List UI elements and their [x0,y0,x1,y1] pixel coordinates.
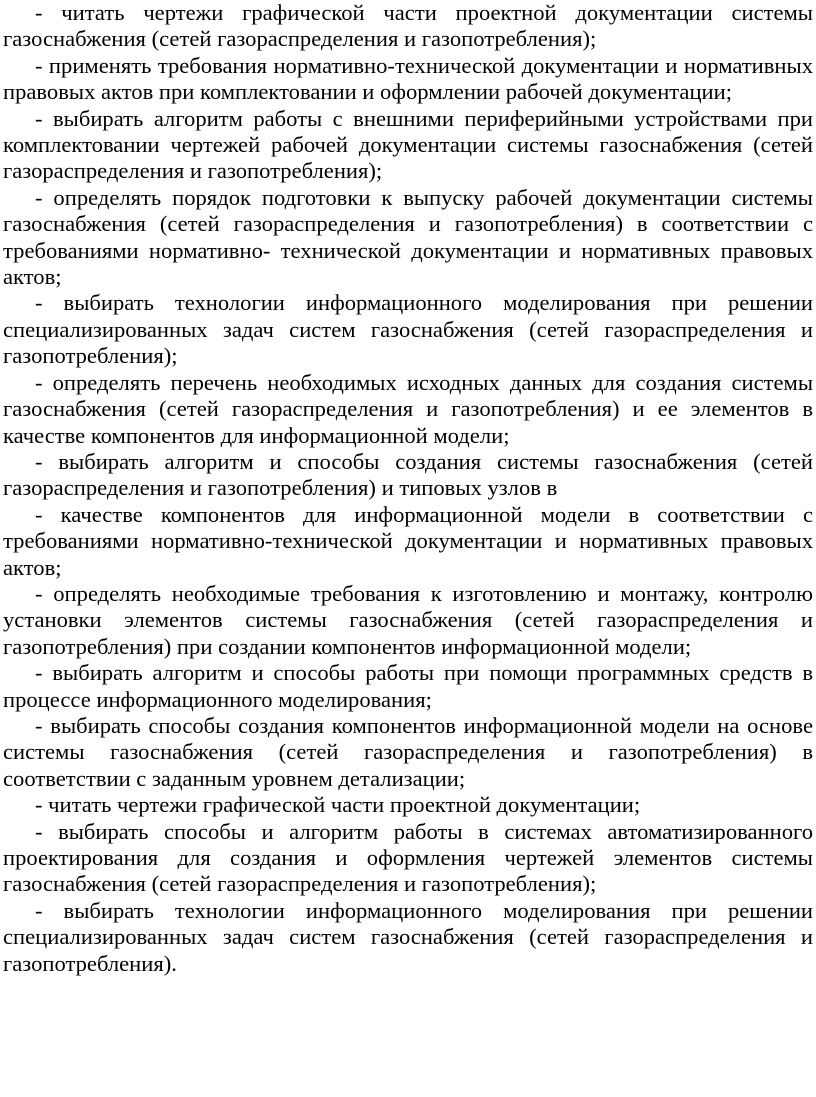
list-item: - выбирать технологии информационного моделирования при решении специализированных задач систем газоснабжения (сетей газораспределения и газопотребления). [3,897,813,976]
list-item: - выбирать алгоритм и способы работы при помощи программных средств в процессе информационного моделирования; [3,660,813,712]
list-item: - выбирать алгоритм и способы создания системы газоснабжения (сетей газораспределения и газопотребления) и типовых узлов в [3,448,813,501]
list-item: - определять необходимые требования к изготовлению и монтажу, контролю установки элементов системы газоснабжения (сетей газораспределения и газопотребления) при создании компонентов информационной модели; [3,580,813,659]
list-item: - читать чертежи графической части проектной документации; [35,792,641,818]
list-item: - выбирать технологии информационного моделирования при решении специализированных задач систем газоснабжения (сетей газораспределения и газопотребления); [3,290,813,369]
list-item: - выбирать алгоритм работы с внешними периферийными устройствами при комплектовании чертежей рабочей документации системы газоснабжения (сетей газораспределения и газопотребления); [3,105,813,184]
list-item: - читать чертежи графической части проектной документации системы газоснабжения (сетей газораспределения и газопотребления); [3,0,813,52]
list-item: - определять перечень необходимых исходных данных для создания системы газоснабжения (сетей газораспределения и газопотребления) и ее элементов в качестве компонентов для информационной модели; [3,369,813,448]
list-item: - применять требования нормативно-технической документации и нормативных правовых актов при комплектовании и оформлении рабочей документации; [3,52,813,105]
list-item: - определять порядок подготовки к выпуску рабочей документации системы газоснабжения (сетей газораспределения и газопотребления) в соответствии с требованиями нормативно- технической документации и нормативных правовых актов; [3,184,813,290]
requirements-list [3,0,813,977]
list-item: - выбирать способы создания компонентов информационной модели на основе системы газоснабжения (сетей газораспределения и газопотребления) в соответствии с заданным уровнем детализации; [3,712,813,791]
list-item: - выбирать способы и алгоритм работы в системах автоматизированного проектирования для создания и оформления чертежей элементов системы газоснабжения (сетей газораспределения и газопотребления); [3,818,813,897]
list-item: - качестве компонентов для информационной модели в соответствии с требованиями нормативно-технической документации и нормативных правовых актов; [3,501,813,580]
